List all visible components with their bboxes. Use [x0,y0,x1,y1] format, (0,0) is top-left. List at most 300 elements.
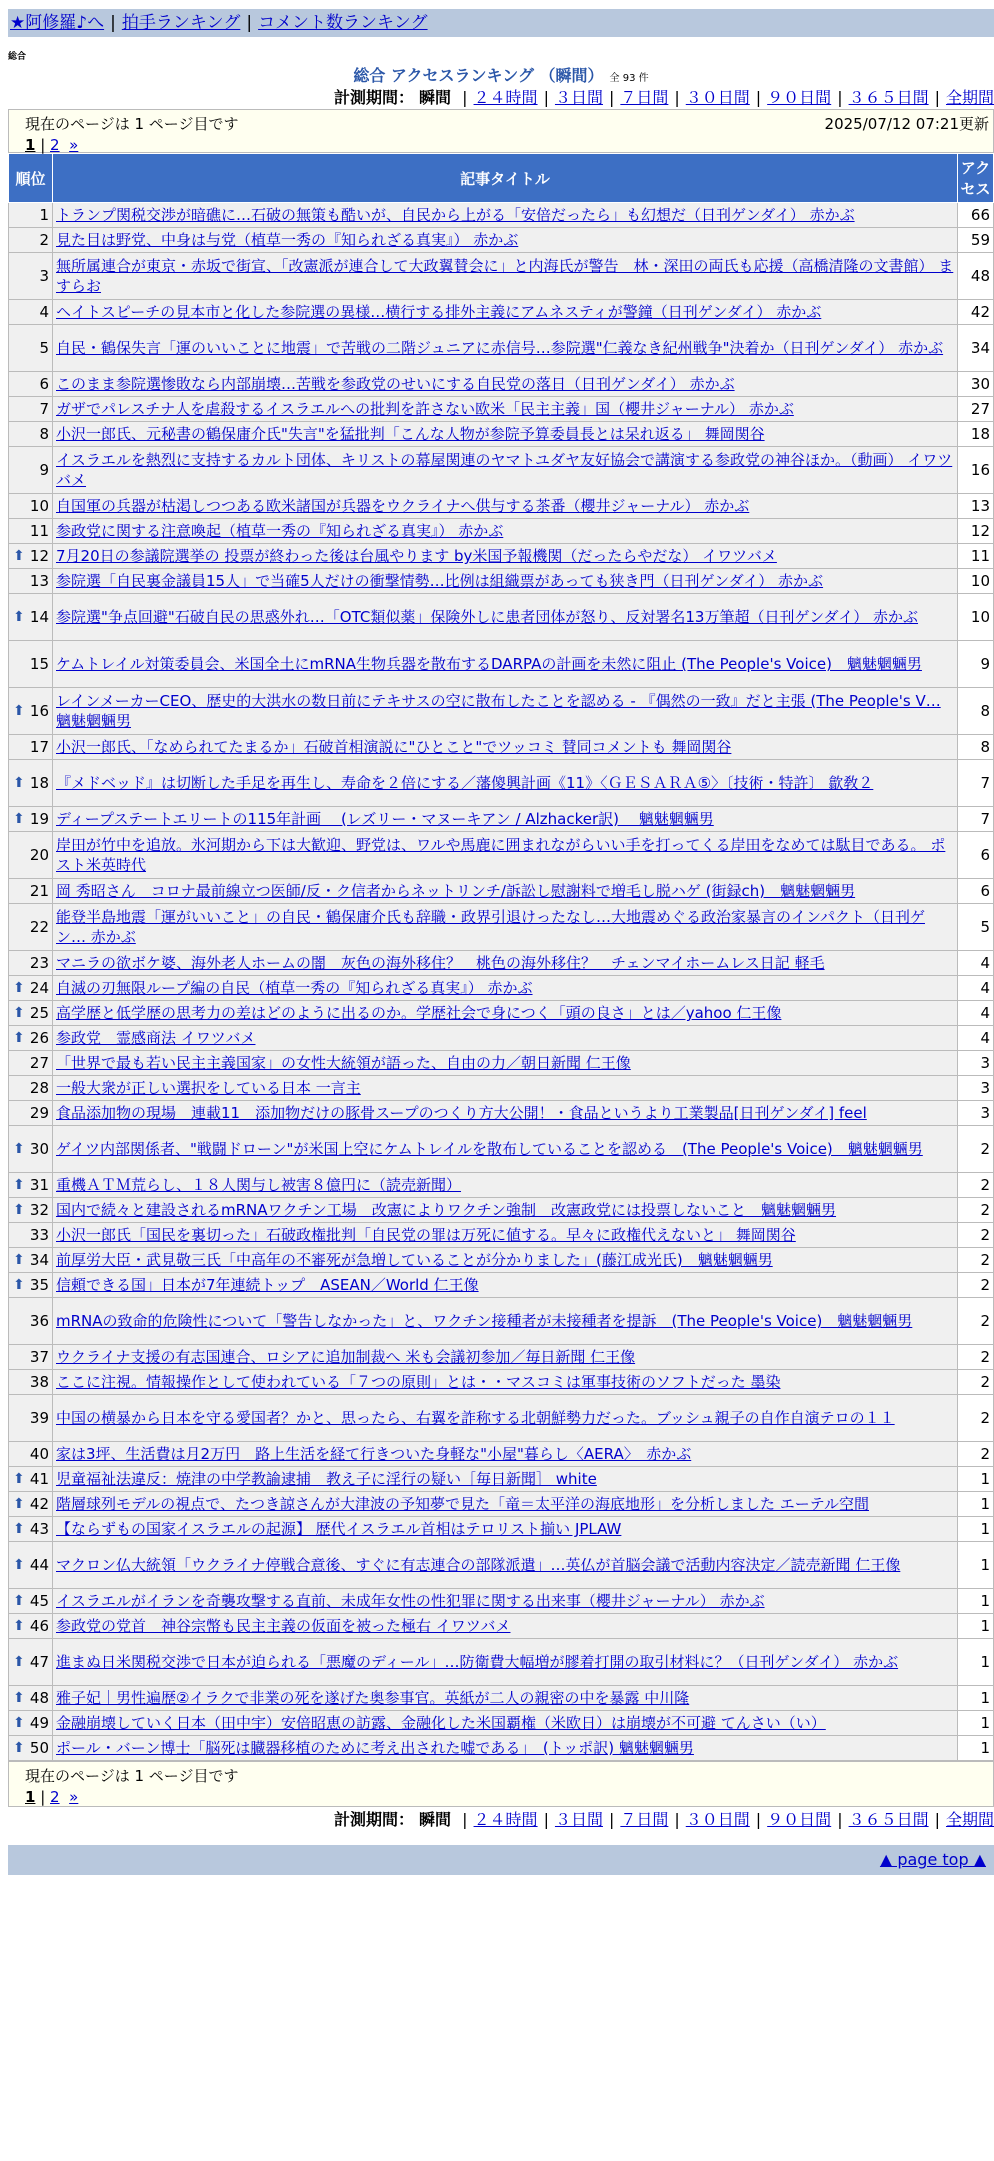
article-title-link[interactable]: イスラエルを熱烈に支持するカルト団体、キリストの幕屋関連のヤマトユダヤ友好協会で講演する参政党の神谷ほか。（動画） イワツバメ [56,451,953,489]
title-cell [53,1273,958,1298]
rank-cell [9,1711,53,1736]
rank-cell [9,325,53,372]
rank-up-arrow-icon: ⬆ [13,811,25,827]
page-info-box [8,109,994,153]
access-count: 1 [958,1517,994,1542]
period-link[interactable]: ３０日間 [685,88,750,107]
article-title-link[interactable]: ポール・バーン博士「脳死は臓器移植のために考え出された嘘である」 (トッポ訳) 魑魅魍魎男 [56,1739,694,1757]
rank-number: 22 [29,918,49,936]
article-title-link[interactable]: 参院選"争点回避"石破自民の思惑外れ…「OTC類似薬」保険外しに患者団体が怒り、反対署名13万筆超（日刊ゲンダイ） 赤かぶ [56,608,919,626]
article-title-link[interactable]: 参政党 霊感商法 イワツバメ [56,1029,256,1047]
title-cell [53,1492,958,1517]
rank-up-arrow-icon: ⬆ [13,1005,25,1021]
title-cell [53,1101,958,1126]
access-count: 42 [958,300,994,325]
rank-number: 41 [29,1470,49,1488]
table-row [9,1614,994,1639]
article-title-link[interactable]: 無所属連合が東京・赤坂で街宣、「改憲派が連合して大政翼賛会に」と内海氏が警告 林・深田の両氏も応援（高橋清隆の文書館） ますらお [56,257,954,295]
table-row [9,1026,994,1051]
home-link[interactable]: ★阿修羅♪へ [10,13,105,33]
rank-number: 2 [39,231,49,249]
rank-number: 19 [29,810,49,828]
rank-number: 5 [39,339,49,357]
title-cell [53,1395,958,1442]
title-cell [53,1001,958,1026]
title-cell [53,904,958,951]
rank-up-arrow-icon: ⬆ [13,1690,25,1706]
title-cell [53,1126,958,1173]
title-cell [53,228,958,253]
table-row [9,203,994,228]
rank-number: 50 [29,1739,49,1757]
title-cell [53,1248,958,1273]
title-cell [53,300,958,325]
article-title-link[interactable]: レインメーカーCEO、歴史的大洪水の数日前にテキサスの空に散布したことを認める - 『偶然の一致』だと主張 (The People's V… 魑魅魍魎男 [56,692,941,730]
article-title-link[interactable]: 岸田が竹中を追放。氷河期から下は大歓迎、野党は、ワルや馬鹿に囲まれながらいい手を打ってくる岸田をなめては駄目である。 ポスト米英時代 [56,836,946,874]
rank-up-arrow-icon: ⬆ [13,1141,25,1157]
article-title-link[interactable]: 信頼できる国」日本が7年連続トップ ASEAN／World 仁王像 [56,1276,479,1294]
period-separator: | [608,1810,615,1829]
article-title-link[interactable]: 能登半島地震「運がいいこと」の自民・鶴保庸介氏も辞職・政界引退けったなし…大地震めぐる政治家暴言のインパクト（日刊ゲン… 赤かぶ [56,908,925,946]
article-title-link[interactable]: 参政党に関する注意喚起（植草一秀の『知られざる真実』） 赤かぶ [56,522,504,540]
access-count: 9 [958,641,994,688]
access-count: 6 [958,879,994,904]
access-count: 59 [958,228,994,253]
access-count: 3 [958,1051,994,1076]
table-row [9,1686,994,1711]
access-count: 2 [958,1345,994,1370]
period-links [456,88,994,107]
table-row [9,807,994,832]
top-nav-bar: ★阿修羅♪へ | 拍手ランキング | コメント数ランキング [8,9,994,37]
rank-number: 11 [29,522,49,540]
article-title-link[interactable]: 自国軍の兵器が枯渇しつつある欧米諸国が兵器をウクライナへ供与する茶番（櫻井ジャーナル） 赤かぶ [56,497,750,515]
rank-cell [9,1248,53,1273]
rank-cell [9,832,53,879]
rank-number: 28 [29,1079,49,1097]
access-count: 2 [958,1173,994,1198]
rank-cell [9,807,53,832]
bottom-page-info-box [8,1761,994,1807]
header-rank: 順位 [9,154,53,203]
access-count: 34 [958,325,994,372]
title-cell [53,1711,958,1736]
article-title-link[interactable]: 進まぬ日米関税交渉で日本が迫られる「悪魔のディール」…防衛費大幅増が膠着打開の取引材料に？（日刊ゲンダイ） 赤かぶ [56,1653,899,1671]
period-link[interactable]: ７日間 [620,88,669,107]
rank-number: 36 [29,1312,49,1330]
header-title: 記事タイトル [53,154,958,203]
access-count: 1 [958,1711,994,1736]
rank-up-arrow-icon: ⬆ [13,1654,25,1670]
rank-cell [9,1001,53,1026]
table-row [9,641,994,688]
ranking-table [8,153,994,1761]
title-cell [53,688,958,735]
title-cell [53,1223,958,1248]
rank-cell [9,372,53,397]
title-cell [53,253,958,300]
title-cell [53,1542,958,1589]
period-link[interactable]: ３６５日間 [848,88,929,107]
rank-cell [9,253,53,300]
article-title-link[interactable]: 雅子妃｜男性遍歴②イラクで非業の死を遂げた奥参事官。英紙が二人の親密の中を暴露 中川隆 [56,1689,690,1707]
article-title-link[interactable]: マクロン仏大統領「ウクライナ停戦合意後、すぐに有志連合の部隊派遣」…英仏が首脳会議で活動内容決定／読売新聞 仁王像 [56,1556,901,1574]
rank-cell [9,569,53,594]
access-count: 7 [958,807,994,832]
title-cell [53,1686,958,1711]
bottom-period-links [456,1810,994,1829]
rank-number: 44 [29,1556,49,1574]
rank-number: 4 [39,303,49,321]
pager-page-2[interactable]: 2 [50,136,60,154]
rank-number: 7 [39,400,49,418]
table-row [9,519,994,544]
article-title-link[interactable]: ゲイツ内部関係者、"戦闘ドローン"が米国上空にケムトレイルを散布していることを認める (The People's Voice) 魑魅魍魎男 [56,1140,923,1158]
article-title-link[interactable]: 7月20日の参議院選挙の 投票が終わった後は台風やります by米国予報機関（だったらやだな） イワツバメ [56,547,777,565]
title-cell [53,594,958,641]
title-cell [53,1589,958,1614]
article-title-link[interactable]: 小沢一郎氏「国民を裏切った」石破政権批判「自民党の罪は万死に値する。早々に政権代えないと」 舞岡関谷 [56,1226,796,1244]
table-row [9,1198,994,1223]
title-cell [53,1198,958,1223]
title-cell [53,1614,958,1639]
rank-number: 40 [29,1445,49,1463]
rank-number: 45 [29,1592,49,1610]
rank-number: 46 [29,1617,49,1635]
access-count: 11 [958,544,994,569]
rank-number: 30 [29,1140,49,1158]
rank-number: 20 [29,846,49,864]
rank-cell [9,422,53,447]
article-title-link[interactable]: 中国の横暴から日本を守る愛国者？かと、思ったら、右翼を詐称する北朝鮮勢力だった。ブッシュ親子の自作自演テロの１１ [56,1409,895,1427]
rank-cell [9,594,53,641]
title-cell [53,879,958,904]
article-title-link[interactable]: mRNAの致命的危険性について「警告しなかった」と、ワクチン接種者が未接種者を提訴 (The People's Voice) 魑魅魍魎男 [56,1312,913,1330]
table-row [9,760,994,807]
rank-cell [9,1370,53,1395]
table-row [9,1492,994,1517]
access-count: 4 [958,1001,994,1026]
table-row [9,1736,994,1761]
table-row [9,253,994,300]
table-row [9,688,994,735]
access-count: 18 [958,422,994,447]
rank-cell [9,1345,53,1370]
comment-ranking-link[interactable]: コメント数ランキング [258,13,428,33]
rank-number: 16 [29,702,49,720]
table-row [9,569,994,594]
rank-number: 26 [29,1029,49,1047]
article-title-link[interactable]: ガザでパレスチナ人を虐殺するイスラエルへの批判を許さない欧米「民主主義」国（櫻井ジャーナル） 赤かぶ [56,400,794,418]
rank-number: 18 [29,774,49,792]
table-row [9,1639,994,1686]
bottom-pager-current: 1 [25,1788,36,1806]
bottom-period-label: 計測期間： [333,1810,414,1829]
period-separator: | [755,88,762,107]
title-cell [53,372,958,397]
article-title-link[interactable]: ヘイトスピーチの見本市と化した参院選の異様…横行する排外主義にアムネスティが警鐘（日刊ゲンダイ） 赤かぶ [56,303,822,321]
rank-cell [9,1614,53,1639]
access-count: 8 [958,735,994,760]
table-row [9,300,994,325]
rank-cell [9,976,53,1001]
rank-cell [9,1101,53,1126]
title-cell [53,519,958,544]
table-row [9,397,994,422]
access-count: 27 [958,397,994,422]
article-title-link[interactable]: 重機ＡＴＭ荒らし、１８人関与し被害８億円に（読売新聞） [56,1176,462,1194]
rank-cell [9,397,53,422]
table-row [9,1273,994,1298]
title-cell [53,1051,958,1076]
article-title-link[interactable]: 高学歴と低学歴の思考力の差はどのように出るのか。学歴社会で身につく「頭の良さ」とは／yahoo 仁王像 [56,1004,782,1022]
article-title-link[interactable]: ウクライナ支援の有志国連合、ロシアに追加制裁へ 米も会議初参加／毎日新聞 仁王像 [56,1348,636,1366]
article-title-link[interactable]: 金融崩壊していく日本（田中宇）安倍昭恵の訪露、金融化した米国覇権（米欧日）は崩壊が不可避 てんさい（い） [56,1714,826,1732]
rank-up-arrow-icon: ⬆ [13,1715,25,1731]
article-title-link[interactable]: 児童福祉法違反：焼津の中学教諭逮捕 教え子に淫行の疑い［毎日新聞］ white [56,1470,597,1488]
title-cell [53,544,958,569]
rank-up-arrow-icon: ⬆ [13,1030,25,1046]
ranking-title [8,65,994,87]
table-row [9,1051,994,1076]
rank-number: 25 [29,1004,49,1022]
table-row [9,1248,994,1273]
access-count: 4 [958,976,994,1001]
rank-cell [9,1736,53,1761]
rank-cell [9,300,53,325]
period-link[interactable]: 全期間 [945,1810,994,1829]
table-row [9,976,994,1001]
period-link[interactable]: ７日間 [620,1810,669,1829]
access-count: 1 [958,1686,994,1711]
table-row [9,228,994,253]
title-cell [53,1370,958,1395]
access-count: 3 [958,1076,994,1101]
access-count: 16 [958,447,994,494]
page-status: 現在のページは 1 ページ目です [25,115,239,133]
rank-number: 31 [29,1176,49,1194]
rank-cell [9,1442,53,1467]
bottom-period-current: 瞬間 [419,1810,452,1829]
period-link[interactable]: 全期間 [945,88,994,107]
article-title-link[interactable]: 前厚労大臣・武見敬三氏「中高年の不審死が急増していることが分かりました」(藤江成光氏) 魑魅魍魎男 [56,1251,773,1269]
rank-cell [9,760,53,807]
rank-cell [9,1198,53,1223]
table-row [9,1589,994,1614]
article-title-link[interactable]: ディープステートエリートの115年計画 (レズリー・マヌーキアン / Alzhacker訳) 魑魅魍魎男 [56,810,714,828]
rank-cell [9,1126,53,1173]
article-title-link[interactable]: 小沢一郎氏、元秘書の鶴保庸介氏"失言"を猛批判「こんな人物が参院予算委員長とは呆れ返る」 舞岡関谷 [56,425,765,443]
title-cell [53,1467,958,1492]
article-title-link[interactable]: このまま参院選惨敗なら内部崩壊…苦戦を参政党のせいにする自民党の落日（日刊ゲンダイ） 赤かぶ [56,375,735,393]
rank-number: 37 [29,1348,49,1366]
period-separator: | [543,88,549,107]
pager-next-arrow[interactable]: » [69,136,79,154]
article-title-link[interactable]: トランプ関税交渉が暗礁に…石破の無策も酷いが、自民から上がる「安倍だったら」も幻想だ（日刊ゲンダイ） 赤かぶ [56,206,855,224]
access-count: 1 [958,1492,994,1517]
access-count: 4 [958,951,994,976]
article-title-link[interactable]: 参政党の党首 神谷宗幣も民主主義の仮面を被った極右 イワツバメ [56,1617,511,1635]
period-link[interactable]: ３６５日間 [848,1810,929,1829]
article-title-link[interactable]: 参院選「自民裏金議員15人」で当確5人だけの衝撃情勢…比例は組織票があっても狭き門（日刊ゲンダイ） 赤かぶ [56,572,824,590]
article-title-link[interactable]: 小沢一郎氏、「なめられてたまるか」石破首相演説に"ひとこと"でツッコミ 賛同コメントも 舞岡関谷 [56,738,732,756]
rank-cell [9,1639,53,1686]
access-count: 1 [958,1542,994,1589]
rank-cell [9,1395,53,1442]
rank-up-arrow-icon: ⬆ [13,1618,25,1634]
access-count: 2 [958,1370,994,1395]
ranking-title-text: 総合 アクセスランキング （瞬間） [353,66,604,85]
bottom-pager-next-arrow[interactable]: » [69,1788,79,1806]
article-title-link[interactable]: 『メドベッド』は切断した手足を再生し、寿命を２倍にする／藩傻興計画《11》〈ＧＥＳＡＲＡ⑤〉〔技術・特許〕 歙敎２ [56,774,874,792]
access-count: 2 [958,1126,994,1173]
rank-number: 29 [29,1104,49,1122]
title-cell [53,1517,958,1542]
rank-up-arrow-icon: ⬆ [13,1252,25,1268]
article-title-link[interactable]: 自民・鶴保失言「運のいいことに地震」で苦戦の二階ジュニアに赤信号…参院選"仁義なき紀州戦争"決着か（日刊ゲンダイ） 赤かぶ [56,339,944,357]
rank-number: 33 [29,1226,49,1244]
title-cell [53,1442,958,1467]
rank-up-arrow-icon: ⬆ [13,1521,25,1537]
bottom-pager-page-2[interactable]: 2 [50,1788,60,1806]
article-title-link[interactable]: 【ならずもの国家イスラエルの起源】 歴代イスラエル首相はテロリスト揃い JPLAW [56,1520,622,1538]
period-link[interactable]: ３０日間 [685,1810,750,1829]
table-row [9,951,994,976]
rank-up-arrow-icon: ⬆ [13,1740,25,1756]
access-count: 2 [958,1198,994,1223]
table-row [9,1517,994,1542]
title-cell [53,832,958,879]
period-separator: | [462,1810,468,1829]
rank-cell [9,688,53,735]
article-title-link[interactable]: 見た目は野党、中身は与党（植草一秀の『知られざる真実』） 赤かぶ [56,231,519,249]
access-count: 7 [958,760,994,807]
rank-cell [9,1467,53,1492]
rank-number: 10 [29,497,49,515]
rank-cell [9,447,53,494]
access-count: 6 [958,832,994,879]
access-count: 1 [958,1736,994,1761]
pager-current: 1 [25,136,36,154]
access-count: 10 [958,594,994,641]
rank-up-arrow-icon: ⬆ [13,1277,25,1293]
title-cell [53,807,958,832]
access-count: 5 [958,904,994,951]
item-count: 全 93 件 [609,73,649,84]
article-title-link[interactable]: ここに注視。情報操作として使われている「７つの原則」とは・・マスコミは軍事技術のソフトだった 墨染 [56,1373,781,1391]
rank-up-arrow-icon: ⬆ [13,548,25,564]
period-separator: | [837,1810,843,1829]
access-count: 3 [958,1101,994,1126]
period-separator: | [934,1810,940,1829]
rank-number: 6 [39,375,49,393]
article-title-link[interactable]: 階層球列モデルの視点で、たつき諒さんが大津波の予知夢で見た「竜＝太平洋の海底地形」を分析しました エーテル空間 [56,1495,869,1513]
page-top-link[interactable]: ▲ page top ▲ [879,1850,986,1869]
rank-up-arrow-icon: ⬆ [13,703,25,719]
rank-cell [9,1223,53,1248]
article-title-link[interactable]: 岡 秀昭さん コロナ最前線立つ医師/反・ク信者からネットリンチ/訴訟し慰謝料で増毛し脱ハゲ (街録ch) 魑魅魍魎男 [56,882,856,900]
page [8,9,994,1875]
access-count: 8 [958,688,994,735]
table-row [9,1173,994,1198]
title-cell [53,1345,958,1370]
period-separator: | [462,88,468,107]
rank-cell [9,879,53,904]
rank-up-arrow-icon: ⬆ [13,1557,25,1573]
article-title-link[interactable]: 一般大衆が正しい選択をしている日本 一言主 [56,1079,361,1097]
rank-number: 21 [29,882,49,900]
rank-up-arrow-icon: ⬆ [13,1471,25,1487]
period-link[interactable]: ３日間 [554,88,603,107]
article-title-link[interactable]: 「世界で最も若い民主主義国家」の女性大統領が語った、自由の力／朝日新聞 仁王像 [56,1054,631,1072]
article-title-link[interactable]: 食品添加物の現場 連載11 添加物だけの豚骨スープのつくり方大公開！・食品というより工業製品[日刊ゲンダイ] feel [56,1104,867,1122]
rank-number: 3 [39,267,49,285]
article-title-link[interactable]: マニラの欲ボケ婆、海外老人ホームの闇 灰色の海外移住？ 桃色の海外移住？ チェンマイホームレス日記 軽毛 [56,954,825,972]
rank-cell [9,228,53,253]
title-cell [53,1736,958,1761]
table-row [9,494,994,519]
period-link[interactable]: ２４時間 [473,1810,538,1829]
rank-cell [9,519,53,544]
rank-number: 42 [29,1495,49,1513]
rank-number: 9 [39,461,49,479]
rank-number: 35 [29,1276,49,1294]
bottom-pager: 1 | 2 » [25,1788,79,1806]
rank-number: 43 [29,1520,49,1538]
period-link[interactable]: ２４時間 [473,88,538,107]
rank-cell [9,1686,53,1711]
access-count: 2 [958,1248,994,1273]
rank-number: 49 [29,1714,49,1732]
rank-up-arrow-icon: ⬆ [13,609,25,625]
rank-cell [9,1298,53,1345]
rank-number: 8 [39,425,49,443]
period-separator: | [674,1810,680,1829]
table-row [9,1345,994,1370]
title-cell [53,1173,958,1198]
period-link[interactable]: ３日間 [554,1810,603,1829]
rank-number: 34 [29,1251,49,1269]
rank-cell [9,641,53,688]
article-title-link[interactable]: 家は3坪、生活費は月2万円 路上生活を経て行きついた身軽な"小屋"暮らし〈AERA〉 赤かぶ [56,1445,692,1463]
table-row [9,832,994,879]
period-separator: | [837,88,843,107]
article-title-link[interactable]: 自滅の刃無限ループ編の自民（植草一秀の『知られざる真実』） 赤かぶ [56,979,533,997]
table-row [9,1467,994,1492]
access-count: 1 [958,1589,994,1614]
article-title-link[interactable]: 国内で続々と建設されるmRNAワクチン工場 改憲によりワクチン強制 改憲政党には投票しないこと 魑魅魍魎男 [56,1201,837,1219]
title-cell [53,735,958,760]
article-title-link[interactable]: イスラエルがイランを奇襲攻撃する直前、未成年女性の性犯罪に関する出来事（櫻井ジャーナル） 赤かぶ [56,1592,765,1610]
access-count: 2 [958,1395,994,1442]
rank-cell [9,203,53,228]
rank-cell [9,1492,53,1517]
rank-up-arrow-icon: ⬆ [13,1496,25,1512]
rank-cell [9,1173,53,1198]
clap-ranking-link[interactable]: 拍手ランキング [121,13,241,33]
rank-number: 1 [39,206,49,224]
table-row [9,1001,994,1026]
period-link[interactable]: ９０日間 [767,1810,832,1829]
access-count: 66 [958,203,994,228]
period-link[interactable]: ９０日間 [767,88,832,107]
rank-number: 17 [29,738,49,756]
rank-number: 39 [29,1409,49,1427]
rank-cell [9,904,53,951]
table-row [9,1298,994,1345]
article-title-link[interactable]: ケムトレイル対策委員会、米国全土にmRNA生物兵器を散布するDARPAの計画を未然に阻止 (The People's Voice) 魑魅魍魎男 [56,655,922,673]
rank-number: 47 [29,1653,49,1671]
